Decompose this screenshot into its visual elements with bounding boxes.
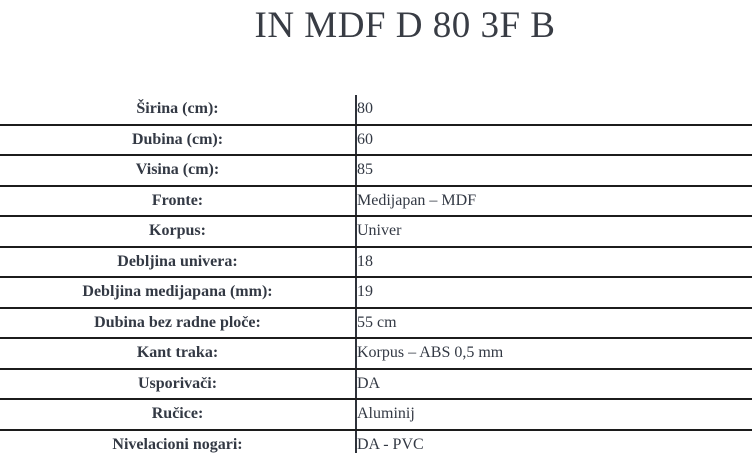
spec-label: Dubina bez radne ploče: [0,308,356,339]
spec-table [0,95,752,453]
spec-value: 80 [356,95,752,125]
table-row [0,399,752,430]
spec-label: Usporivači: [0,369,356,400]
table-row [0,95,752,125]
spec-table-body [0,95,752,453]
spec-value: 18 [356,247,752,278]
page-title: IN MDF D 80 3F B [254,5,556,46]
spec-label: Visina (cm): [0,155,356,186]
spec-value: 85 [356,155,752,186]
table-row [0,338,752,369]
spec-label: Nivelacioni nogari: [0,430,356,453]
spec-label: Dubina (cm): [0,125,356,156]
spec-label: Korpus: [0,216,356,247]
table-row [0,277,752,308]
spec-label: Debljina medijapana (mm): [0,277,356,308]
table-row [0,247,752,278]
table-row [0,155,752,186]
table-row [0,369,752,400]
spec-value: DA - PVC [357,435,424,453]
spec-label: Širina (cm): [0,95,356,125]
spec-value: Aluminij [356,399,752,430]
spec-label: Ručice: [0,399,356,430]
table-row [0,308,752,339]
spec-label: Debljina univera: [0,247,356,278]
spec-label: Kant traka: [0,338,356,369]
spec-value: Korpus – ABS 0,5 mm [356,338,752,369]
spec-label: Fronte: [0,186,356,217]
spec-value: 19 [356,277,752,308]
spec-value: DA [356,369,752,400]
spec-value: 60 [356,125,752,156]
spec-value: Univer [356,216,752,247]
spec-value: Medijapan – MDF [356,186,752,217]
table-row [0,216,752,247]
table-row [0,430,752,453]
table-row [0,186,752,217]
spec-value: 55 cm [356,308,752,339]
table-row [0,125,752,156]
